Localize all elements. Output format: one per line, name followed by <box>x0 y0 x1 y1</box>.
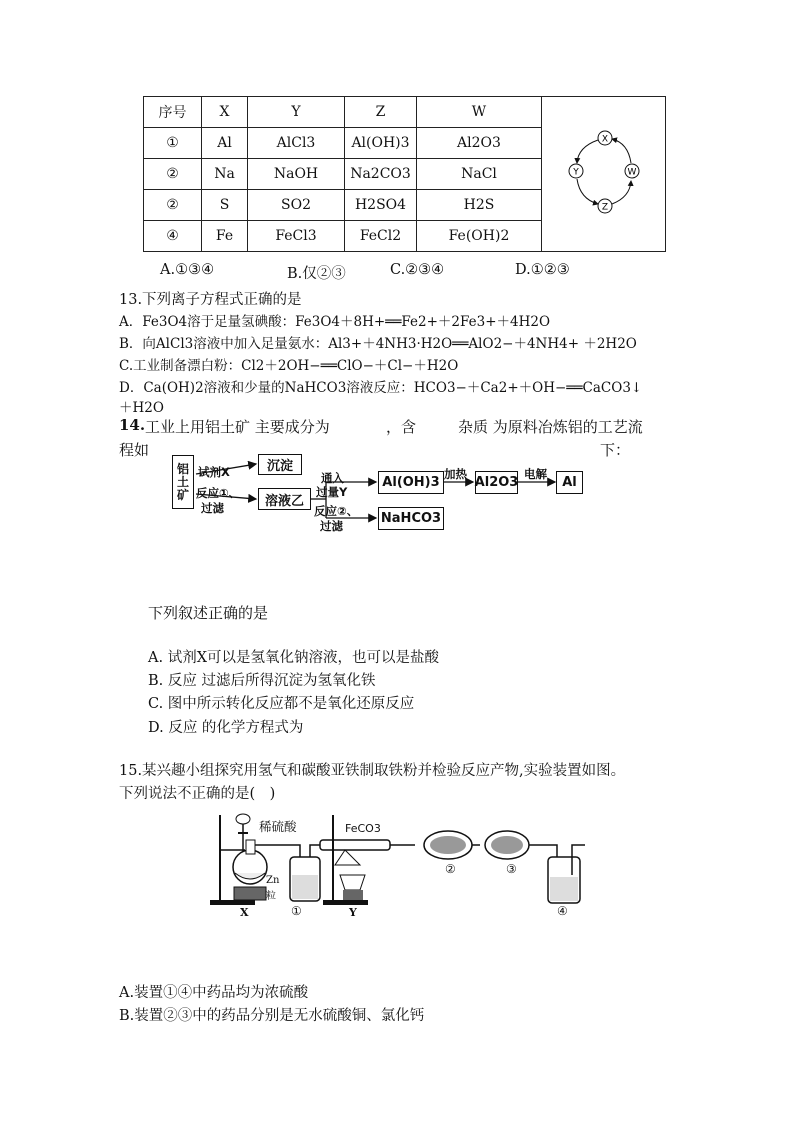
flow-box-ore: 铝土矿 <box>172 455 194 509</box>
flow-box-al2o3: Al2O3 <box>475 471 518 494</box>
flow-box-precip: 沉淀 <box>258 454 302 475</box>
cycle-node: W <box>627 167 636 178</box>
table-header: W <box>417 97 542 128</box>
option-d: D.①②③ <box>515 262 570 278</box>
option-c: C.②③④ <box>390 262 445 278</box>
table-cell: ① <box>144 128 202 159</box>
table-cell: FeCl2 <box>345 221 417 252</box>
question-14-option-b: B. 反应 过滤后所得沉淀为氢氧化铁 <box>148 673 376 689</box>
label-zn-granules: 粒 <box>266 891 276 902</box>
cycle-node: X <box>601 134 608 145</box>
question-14-stem-part: 工业上用铝土矿 主要成分为 <box>145 418 330 436</box>
table-cell: Al2O3 <box>417 128 542 159</box>
cycle-diagram-cell <box>542 97 666 252</box>
label-feco3: FeCO3 <box>345 822 381 835</box>
table-cell: ④ <box>144 221 202 252</box>
question-14-stem-part: ，含 <box>386 418 417 436</box>
flow-box-nahco3: NaHCO3 <box>378 507 444 530</box>
label-dilute-acid: 稀硫酸 <box>259 819 297 834</box>
flow-label-filter2: 过滤 <box>320 519 343 533</box>
table-header: Y <box>248 97 345 128</box>
table-header-row <box>144 97 666 128</box>
table-cell: H2S <box>417 190 542 221</box>
question-14-stem-line2: 程如 <box>119 441 150 459</box>
table-cell: AlCl3 <box>248 128 345 159</box>
table-cell: SO2 <box>248 190 345 221</box>
label-bottle-4: ④ <box>557 904 568 918</box>
question-13-stem: 13.下列离子方程式正确的是 <box>119 292 302 308</box>
flow-box-solution: 溶液乙 <box>258 488 311 510</box>
table-cell: NaOH <box>248 159 345 190</box>
table-cell: FeCl3 <box>248 221 345 252</box>
table-header: X <box>202 97 248 128</box>
flow-label-filter1: 过滤 <box>201 501 224 515</box>
cycle-diagram <box>564 127 644 217</box>
table-cell: ② <box>144 159 202 190</box>
table-cell: ② <box>144 190 202 221</box>
table-header: Z <box>345 97 417 128</box>
table-cell: Fe <box>202 221 248 252</box>
data-table <box>143 96 666 252</box>
question-14-stem-line2-end: 下： <box>600 441 631 459</box>
label-tube-2: ② <box>445 862 456 876</box>
table-cell: H2SO4 <box>345 190 417 221</box>
label-zn: Zn <box>266 875 280 886</box>
label-tube-3: ③ <box>506 862 517 876</box>
table-cell: Fe(OH)2 <box>417 221 542 252</box>
question-15-option-b: B.装置②③中的药品分别是无水硫酸铜、氯化钙 <box>119 1008 425 1024</box>
label-y: Y <box>349 906 357 919</box>
option-b: B.仅②③ <box>287 266 346 282</box>
table-cell: Na2CO3 <box>345 159 417 190</box>
table-cell: NaCl <box>417 159 542 190</box>
question-15-stem: 15.某兴趣小组探究用氢气和碳酸亚铁制取铁粉并检验反应产物,实验装置如图。 <box>119 763 626 779</box>
cycle-node: Y <box>572 167 579 178</box>
question-13-option-b: B．向AlCl3溶液中加入足量氨水：Al3+＋4NH3·H2O══AlO2−＋4NH4+ ＋2H2O <box>119 336 637 352</box>
question-13-option-a: A．Fe3O4溶于足量氢碘酸：Fe3O4＋8H+══Fe2+＋2Fe3+＋4H2O <box>119 314 551 330</box>
question-15-option-a: A.装置①④中药品均为浓硫酸 <box>119 985 309 1001</box>
flow-label-pass: 通入 <box>321 471 344 485</box>
cycle-node: Z <box>601 202 608 213</box>
question-13-option-d: D．Ca(OH)2溶液和少量的NaHCO3溶液反应：HCO3−＋Ca2+＋OH−══CaCO3↓ <box>119 380 643 396</box>
table-cell: Al(OH)3 <box>345 128 417 159</box>
label-x: X <box>240 906 249 919</box>
flow-box-aloh3: Al(OH)3 <box>378 471 444 494</box>
question-14-stem-part: 杂质 为原料冶炼铝的工艺流 <box>458 418 643 436</box>
table-cell: Al <box>202 128 248 159</box>
label-bottle-1: ① <box>291 904 302 918</box>
question-13-option-d-cont: ＋H2O <box>119 400 164 416</box>
flow-label-reagent: 试剂X <box>198 465 230 479</box>
question-13-option-c: C.工业制备漂白粉：Cl2＋2OH−══ClO−＋Cl−＋H2O <box>119 358 459 374</box>
flow-label-heat: 加热 <box>444 467 467 481</box>
question-14-option-d: D. 反应 的化学方程式为 <box>148 720 304 736</box>
question-14-ask: 下列叙述正确的是 <box>148 604 269 622</box>
flow-label-react2: 反应②、 <box>314 504 359 518</box>
flow-label-excess-y: 过量Y <box>316 485 348 499</box>
question-15-stem-line2: 下列说法不正确的是( ) <box>119 786 276 802</box>
question-14-number: 14. <box>119 416 146 434</box>
flow-label-react1: 反应①、 <box>196 486 241 500</box>
question-14-option-a: A. 试剂X可以是氢氧化钠溶液，也可以是盐酸 <box>148 650 440 666</box>
table-cell: Na <box>202 159 248 190</box>
question-14-option-c: C. 图中所示转化反应都不是氧化还原反应 <box>148 696 415 712</box>
table-cell: S <box>202 190 248 221</box>
flow-box-al: Al <box>556 471 583 494</box>
table-header: 序号 <box>144 97 202 128</box>
option-a: A.①③④ <box>160 262 215 278</box>
flow-label-electrolysis: 电解 <box>524 467 547 481</box>
